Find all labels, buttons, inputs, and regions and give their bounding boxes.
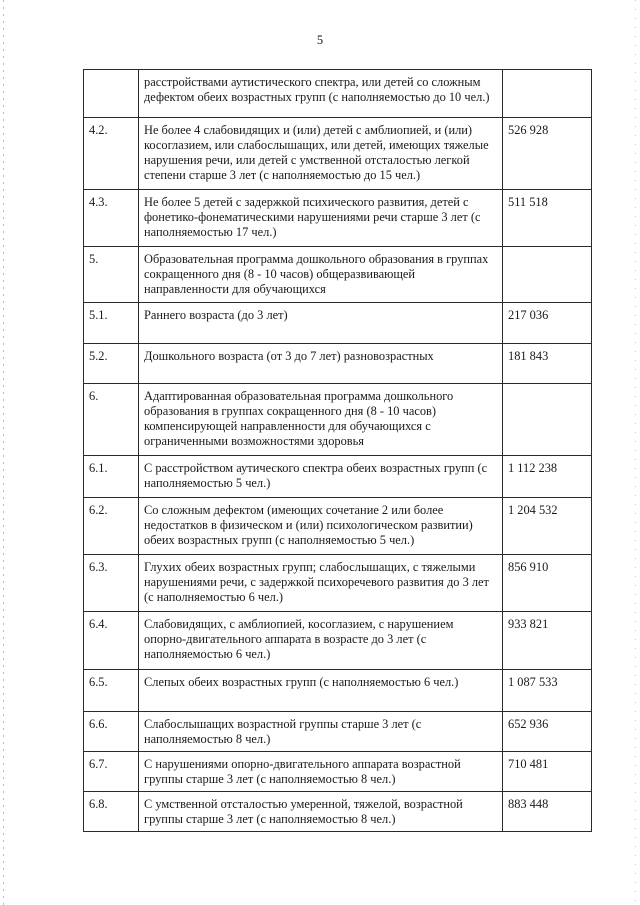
row-description: Со сложным дефектом (имеющих сочетание 2 или более недостатков в физическом и (или) психологическом развитии) обеих возрастных групп (с наполняемостью 5 чел.) [139, 498, 503, 555]
row-description: расстройствами аутистического спектра, или детей со сложным дефектом обеих возрастных групп (с наполняемостью до 10 чел.) [139, 70, 503, 118]
table-row [84, 498, 592, 555]
row-description: Раннего возраста (до 3 лет) [139, 303, 503, 344]
row-description: Адаптированная образовательная программа дошкольного образования в группах сокращенного дня (8 - 10 часов) компенсирующей направленности для обучающихся с ограниченными возможностями здоровья [139, 384, 503, 456]
row-value: 217 036 [503, 303, 592, 344]
table-row [84, 247, 592, 303]
table-row [84, 384, 592, 456]
row-value: 933 821 [503, 612, 592, 670]
table-row [84, 303, 592, 344]
row-value: 856 910 [503, 555, 592, 612]
row-number: 5.2. [84, 344, 139, 384]
scan-edge-right [635, 0, 636, 905]
row-number: 6.8. [84, 792, 139, 832]
row-number: 6.7. [84, 752, 139, 792]
row-value [503, 247, 592, 303]
row-number: 6.1. [84, 456, 139, 498]
table-row [84, 792, 592, 832]
row-description: Не более 4 слабовидящих и (или) детей с амблиопией, и (или) косоглазием, или слабослышащих, или детей, имеющих тяжелые нарушения речи, или детей с умственной отсталостью легкой степени старше 3 лет (с наполняемостью до 15 чел.) [139, 118, 503, 190]
row-number: 6.2. [84, 498, 139, 555]
row-value: 1 087 533 [503, 670, 592, 712]
table-row [84, 456, 592, 498]
row-value: 1 204 532 [503, 498, 592, 555]
row-description: С умственной отсталостью умеренной, тяжелой, возрастной группы старше 3 лет (с наполняемостью 8 чел.) [139, 792, 503, 832]
scan-edge-left [3, 0, 4, 905]
row-value [503, 384, 592, 456]
row-description: Образовательная программа дошкольного образования в группах сокращенного дня (8 - 10 часов) общеразвивающей направленности для обучающихся [139, 247, 503, 303]
row-number: 6.3. [84, 555, 139, 612]
row-description: Слепых обеих возрастных групп (с наполняемостью 6 чел.) [139, 670, 503, 712]
table-row [84, 712, 592, 752]
row-number: 6. [84, 384, 139, 456]
row-value: 526 928 [503, 118, 592, 190]
row-description: Глухих обеих возрастных групп; слабослышащих, с тяжелыми нарушениями речи, с задержкой психоречевого развития до 3 лет (с наполняемостью 6 чел.) [139, 555, 503, 612]
row-description: Не более 5 детей с задержкой психического развития, детей с фонетико-фонематическими нарушениями речи старше 3 лет (с наполняемостью 17 чел.) [139, 190, 503, 247]
row-number: 4.3. [84, 190, 139, 247]
table-row [84, 344, 592, 384]
row-number: 6.5. [84, 670, 139, 712]
row-description: Слабовидящих, с амблиопией, косоглазием, с нарушением опорно-двигательного аппарата в возрасте до 3 лет (с наполняемостью 6 чел.) [139, 612, 503, 670]
cost-table [83, 69, 592, 832]
row-number: 4.2. [84, 118, 139, 190]
row-description: С расстройством аутического спектра обеих возрастных групп (с наполняемостью 5 чел.) [139, 456, 503, 498]
row-description: С нарушениями опорно-двигательного аппарата возрастной группы старше 3 лет (с наполняемостью 8 чел.) [139, 752, 503, 792]
row-value: 652 936 [503, 712, 592, 752]
row-number: 6.4. [84, 612, 139, 670]
row-value: 181 843 [503, 344, 592, 384]
table-row [84, 670, 592, 712]
table-row [84, 118, 592, 190]
table-row [84, 752, 592, 792]
row-number: 5.1. [84, 303, 139, 344]
row-number: 6.6. [84, 712, 139, 752]
row-value: 883 448 [503, 792, 592, 832]
row-description: Слабослышащих возрастной группы старше 3 лет (с наполняемостью 8 чел.) [139, 712, 503, 752]
row-number [84, 70, 139, 118]
table-row [84, 555, 592, 612]
row-value [503, 70, 592, 118]
row-value: 710 481 [503, 752, 592, 792]
row-value: 1 112 238 [503, 456, 592, 498]
row-number: 5. [84, 247, 139, 303]
page-number: 5 [316, 33, 324, 47]
table-row [84, 612, 592, 670]
table-row [84, 190, 592, 247]
row-value: 511 518 [503, 190, 592, 247]
table-row [84, 70, 592, 118]
row-description: Дошкольного возраста (от 3 до 7 лет) разновозрастных [139, 344, 503, 384]
